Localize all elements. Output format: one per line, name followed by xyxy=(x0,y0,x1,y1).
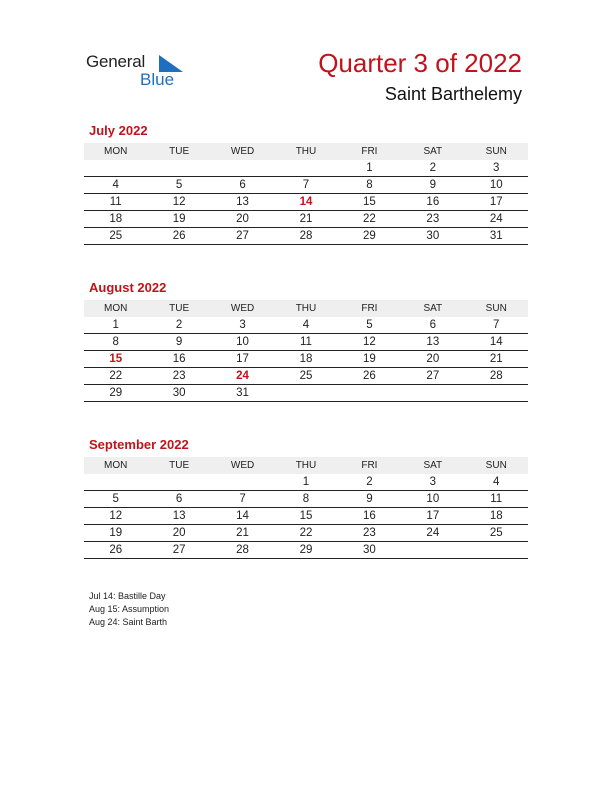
day-cell: 16 xyxy=(172,353,186,365)
week-row xyxy=(84,474,528,491)
day-cell: 25 xyxy=(299,370,313,382)
day-cell xyxy=(401,542,464,558)
weekday-label: SAT xyxy=(423,303,443,314)
day-cell: 2 xyxy=(366,476,373,488)
weekday-label: FRI xyxy=(361,146,378,157)
day-cell: 8 xyxy=(366,179,373,191)
day-cell: 4 xyxy=(112,179,119,191)
weekday-label: SUN xyxy=(485,146,507,157)
week-row xyxy=(84,491,528,508)
day-cell: 21 xyxy=(236,527,249,539)
day-cell: 9 xyxy=(366,493,373,505)
calendar-grid xyxy=(84,143,528,245)
month-calendar-august xyxy=(84,279,528,402)
day-cell: 21 xyxy=(489,353,503,365)
day-cell: 25 xyxy=(489,527,503,539)
day-cell xyxy=(147,474,210,490)
day-cell: 18 xyxy=(109,213,123,225)
day-cell: 23 xyxy=(363,527,376,539)
day-cell xyxy=(211,474,274,490)
day-cell: 20 xyxy=(236,213,249,225)
day-cell xyxy=(401,385,464,401)
holiday-notes xyxy=(89,590,169,629)
calendar-grid xyxy=(84,300,528,402)
holiday-day-cell: 15 xyxy=(109,353,123,365)
weekday-label: SAT xyxy=(423,460,443,471)
day-cell: 21 xyxy=(299,213,313,225)
weekday-label: SUN xyxy=(485,460,507,471)
week-row xyxy=(84,177,528,194)
day-cell: 30 xyxy=(172,387,186,399)
month-title: September 2022 xyxy=(89,437,189,452)
day-cell: 23 xyxy=(426,213,440,225)
day-cell: 11 xyxy=(109,196,122,208)
day-cell: 6 xyxy=(175,493,183,505)
month-title: August 2022 xyxy=(89,280,167,295)
holiday-note: Aug 15: Assumption xyxy=(89,604,170,614)
page-subtitle: Saint Barthelemy xyxy=(384,84,522,104)
day-cell: 1 xyxy=(366,162,373,174)
day-cell: 13 xyxy=(172,510,186,522)
logo xyxy=(86,52,196,92)
day-cell: 14 xyxy=(489,336,503,348)
day-cell: 31 xyxy=(236,387,249,399)
day-cell: 13 xyxy=(236,196,249,208)
day-cell xyxy=(84,160,147,176)
day-cell: 13 xyxy=(426,336,440,348)
weekday-label: FRI xyxy=(361,303,378,314)
day-cell: 28 xyxy=(236,544,249,556)
day-cell: 12 xyxy=(172,196,186,208)
day-cell: 14 xyxy=(236,510,249,522)
day-cell: 24 xyxy=(489,213,503,225)
day-cell: 12 xyxy=(109,510,123,522)
week-row xyxy=(84,542,528,559)
week-row xyxy=(84,508,528,525)
day-cell: 4 xyxy=(493,476,500,488)
day-cell: 24 xyxy=(426,527,440,539)
weekday-label: TUE xyxy=(169,303,190,314)
holiday-note: Jul 14: Bastille Day xyxy=(89,591,166,601)
day-cell: 5 xyxy=(175,179,183,191)
day-cell: 15 xyxy=(299,510,313,522)
day-cell: 10 xyxy=(426,493,440,505)
weekday-header-row xyxy=(84,143,528,160)
day-cell: 8 xyxy=(302,493,310,505)
day-cell: 31 xyxy=(489,230,503,242)
day-cell: 22 xyxy=(109,370,123,382)
day-cell: 1 xyxy=(302,476,310,488)
day-cell: 3 xyxy=(429,476,437,488)
day-cell: 18 xyxy=(489,510,503,522)
week-row xyxy=(84,160,528,177)
holiday-day-cell: 14 xyxy=(299,196,313,208)
day-cell: 3 xyxy=(493,162,500,174)
holiday-note: Aug 24: Saint Barth xyxy=(89,617,168,627)
day-cell: 27 xyxy=(172,544,186,556)
week-row xyxy=(84,368,528,385)
day-cell xyxy=(465,385,528,401)
day-cell: 6 xyxy=(429,319,437,331)
weekday-label: WED xyxy=(230,146,255,157)
weekday-header-row xyxy=(84,300,528,317)
weekday-label: TUE xyxy=(169,146,190,157)
weekday-label: SAT xyxy=(423,146,443,157)
day-cell: 28 xyxy=(299,230,313,242)
day-cell: 17 xyxy=(426,510,440,522)
day-cell: 2 xyxy=(429,162,437,174)
day-cell: 11 xyxy=(300,336,312,348)
holiday-day-cell: 24 xyxy=(236,370,249,382)
day-cell: 7 xyxy=(239,493,246,505)
day-cell: 20 xyxy=(426,353,440,365)
weekday-label: MON xyxy=(104,146,128,157)
day-cell xyxy=(147,160,210,176)
day-cell: 6 xyxy=(239,179,246,191)
week-row xyxy=(84,334,528,351)
day-cell: 9 xyxy=(175,336,183,348)
page-title: Quarter 3 of 2022 xyxy=(318,48,522,78)
day-cell: 12 xyxy=(363,336,376,348)
day-cell xyxy=(274,385,337,401)
day-cell: 28 xyxy=(489,370,503,382)
week-row xyxy=(84,228,528,245)
day-cell: 19 xyxy=(172,213,186,225)
day-cell: 10 xyxy=(236,336,249,348)
day-cell: 27 xyxy=(426,370,440,382)
day-cell: 17 xyxy=(236,353,249,365)
month-calendar-september xyxy=(84,436,528,559)
weekday-label: THU xyxy=(295,146,317,157)
day-cell: 5 xyxy=(112,493,119,505)
logo-blue-text: Blue xyxy=(140,70,175,89)
week-row xyxy=(84,351,528,368)
day-cell: 5 xyxy=(366,319,373,331)
day-cell: 4 xyxy=(302,319,310,331)
logo-general-text: General xyxy=(86,52,146,71)
week-row xyxy=(84,525,528,542)
day-cell: 29 xyxy=(363,230,376,242)
day-cell: 17 xyxy=(489,196,503,208)
day-cell: 22 xyxy=(363,213,376,225)
week-row xyxy=(84,194,528,211)
weekday-label: TUE xyxy=(169,460,190,471)
day-cell: 27 xyxy=(236,230,249,242)
day-cell: 30 xyxy=(363,544,376,556)
day-cell: 7 xyxy=(493,319,500,331)
month-calendar-july xyxy=(84,122,528,245)
calendar-grid xyxy=(84,457,528,559)
day-cell: 19 xyxy=(109,527,123,539)
day-cell: 8 xyxy=(112,336,119,348)
day-cell: 26 xyxy=(363,370,376,382)
day-cell: 16 xyxy=(363,510,376,522)
weekday-label: WED xyxy=(230,460,255,471)
week-row xyxy=(84,385,528,402)
month-title: July 2022 xyxy=(89,123,148,138)
day-cell: 19 xyxy=(363,353,376,365)
day-cell: 20 xyxy=(172,527,186,539)
day-cell: 29 xyxy=(109,387,123,399)
week-row xyxy=(84,317,528,334)
day-cell xyxy=(338,385,401,401)
day-cell xyxy=(84,474,147,490)
weekday-label: THU xyxy=(295,460,317,471)
day-cell: 1 xyxy=(112,319,119,331)
day-cell: 25 xyxy=(109,230,123,242)
day-cell: 2 xyxy=(175,319,183,331)
day-cell: 16 xyxy=(426,196,440,208)
weekday-label: THU xyxy=(295,303,317,314)
day-cell: 26 xyxy=(172,230,186,242)
day-cell: 7 xyxy=(302,179,310,191)
day-cell: 3 xyxy=(239,319,246,331)
day-cell: 10 xyxy=(489,179,503,191)
day-cell: 15 xyxy=(363,196,376,208)
day-cell: 26 xyxy=(109,544,123,556)
week-row xyxy=(84,211,528,228)
weekday-label: SUN xyxy=(485,303,507,314)
day-cell: 11 xyxy=(490,493,503,505)
weekday-label: FRI xyxy=(361,460,378,471)
weekday-header-row xyxy=(84,457,528,474)
day-cell: 9 xyxy=(429,179,437,191)
day-cell: 23 xyxy=(172,370,186,382)
day-cell: 29 xyxy=(299,544,313,556)
day-cell xyxy=(465,542,528,558)
day-cell xyxy=(274,160,337,176)
day-cell: 22 xyxy=(299,527,313,539)
weekday-label: MON xyxy=(104,460,128,471)
day-cell: 18 xyxy=(299,353,313,365)
weekday-label: MON xyxy=(104,303,128,314)
weekday-label: WED xyxy=(230,303,255,314)
day-cell xyxy=(211,160,274,176)
day-cell: 30 xyxy=(426,230,440,242)
